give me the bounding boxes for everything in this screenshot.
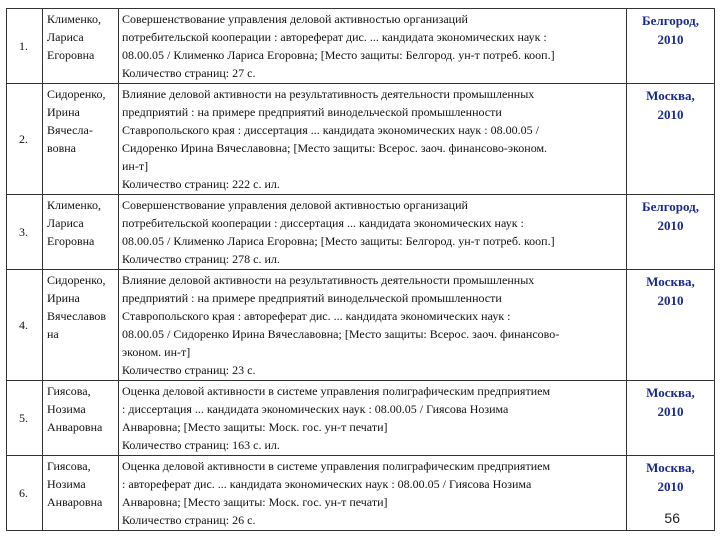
publication-city: Москва, (646, 460, 695, 475)
row-number: 2. (7, 84, 43, 195)
title-line: : диссертация ... кандидата экономических наук : 08.00.05 / Гиясова Нозима (122, 402, 509, 416)
place-year-cell (627, 9, 715, 84)
title-line: Совершенствование управления деловой активностью организаций (122, 198, 468, 212)
author-line: Анваровна (47, 420, 103, 434)
title-line: предприятий : на примере предприятий винодельческой промышленности (122, 291, 502, 305)
title-line: Анваровна; [Место защиты: Моск. гос. ун-т печати] (122, 420, 388, 434)
author-line: Анваровна (47, 495, 103, 509)
publication-year: 2010 (657, 32, 684, 47)
title-line: Ставропольского края : диссертация ... кандидата экономических наук : 08.00.05 / (122, 123, 539, 137)
author-cell (43, 270, 119, 381)
author-line: Клименко, (47, 12, 101, 26)
author-line: Вячеславов (47, 309, 107, 323)
author-line: Гиясова, (47, 384, 91, 398)
publication-city: Белгород, (642, 199, 699, 214)
title-cell (119, 195, 627, 270)
place-year-cell (627, 195, 715, 270)
title-line: потребительской кооперации : диссертация ... кандидата экономических наук : (122, 216, 524, 230)
table-row (7, 84, 715, 195)
page-count: Количество страниц: 278 с. ил. (122, 252, 280, 266)
title-line: Совершенствование управления деловой активностью организаций (122, 12, 468, 26)
title-line: эконом. ин-т] (122, 345, 191, 359)
title-line: 08.00.05 / Сидоренко Ирина Вячеславовна; [Место защиты: Всерос. заоч. финансово- (122, 327, 560, 341)
author-line: Ирина (47, 105, 80, 119)
title-line: потребительской кооперации : автореферат дис. ... кандидата экономических наук : (122, 30, 547, 44)
bibliography-table-body (7, 9, 715, 531)
title-cell (119, 381, 627, 456)
title-line: Оценка деловой активности в системе управления полиграфическим предприятием (122, 384, 551, 398)
page-count: Количество страниц: 27 с. (122, 66, 256, 80)
author-line: Лариса (47, 216, 84, 230)
title-line: Влияние деловой активности на результативность деятельности промышленных (122, 87, 535, 101)
author-line: Вячесла- (47, 123, 93, 137)
row-number: 5. (7, 381, 43, 456)
place-year-cell (627, 270, 715, 381)
author-cell (43, 195, 119, 270)
row-number: 3. (7, 195, 43, 270)
title-cell (119, 84, 627, 195)
author-cell (43, 456, 119, 531)
table-row (7, 270, 715, 381)
row-number: 1. (7, 9, 43, 84)
publication-year: 2010 (657, 293, 684, 308)
author-line: Егоровна (47, 234, 95, 248)
place-year-cell (627, 381, 715, 456)
author-line: Лариса (47, 30, 84, 44)
table-row (7, 195, 715, 270)
place-year-cell (627, 84, 715, 195)
publication-city: Москва, (646, 274, 695, 289)
row-number: 4. (7, 270, 43, 381)
title-line: Анваровна; [Место защиты: Моск. гос. ун-т печати] (122, 495, 388, 509)
title-line: Оценка деловой активности в системе управления полиграфическим предприятием (122, 459, 551, 473)
publication-year: 2010 (657, 479, 684, 494)
publication-city: Белгород, (642, 13, 699, 28)
publication-city: Москва, (646, 88, 695, 103)
table-row (7, 381, 715, 456)
title-line: предприятий : на примере предприятий винодельческой промышленности (122, 105, 502, 119)
author-cell (43, 381, 119, 456)
publication-city: Москва, (646, 385, 695, 400)
publication-year: 2010 (657, 218, 684, 233)
author-line: Ирина (47, 291, 80, 305)
title-line: Влияние деловой активности на результативность деятельности промышленных (122, 273, 535, 287)
title-line: 08.00.05 / Клименко Лариса Егоровна; [Место защиты: Белгород. ун-т потреб. кооп.] (122, 234, 555, 248)
page-count: Количество страниц: 26 с. (122, 513, 256, 527)
title-line: Сидоренко Ирина Вячеславовна; [Место защиты: Всерос. заоч. финансово-эконом. (122, 141, 548, 155)
author-line: Сидоренко, (47, 87, 106, 101)
table-row (7, 456, 715, 531)
author-line: Егоровна (47, 48, 95, 62)
author-line: Сидоренко, (47, 273, 106, 287)
author-line: Нозима (47, 402, 86, 416)
author-cell (43, 84, 119, 195)
title-line: 08.00.05 / Клименко Лариса Егоровна; [Место защиты: Белгород. ун-т потреб. кооп.] (122, 48, 555, 62)
page-count: Количество страниц: 222 с. ил. (122, 177, 280, 191)
title-line: : автореферат дис. ... кандидата экономических наук : 08.00.05 / Гиясова Нозима (122, 477, 532, 491)
page-number: 56 (664, 510, 680, 526)
title-cell (119, 456, 627, 531)
bibliography-sheet (6, 8, 714, 531)
author-line: на (47, 327, 59, 341)
title-line: ин-т] (122, 159, 149, 173)
title-cell (119, 9, 627, 84)
page-count: Количество страниц: 163 с. ил. (122, 438, 280, 452)
author-line: Клименко, (47, 198, 101, 212)
author-line: Нозима (47, 477, 86, 491)
publication-year: 2010 (657, 107, 684, 122)
row-number: 6. (7, 456, 43, 531)
title-line: Ставропольского края : автореферат дис. ... кандидата экономических наук : (122, 309, 511, 323)
bibliography-table (6, 8, 715, 531)
publication-year: 2010 (657, 404, 684, 419)
author-line: Гиясова, (47, 459, 91, 473)
page-count: Количество страниц: 23 с. (122, 363, 256, 377)
title-cell (119, 270, 627, 381)
table-row (7, 9, 715, 84)
author-line: вовна (47, 141, 76, 155)
author-cell (43, 9, 119, 84)
